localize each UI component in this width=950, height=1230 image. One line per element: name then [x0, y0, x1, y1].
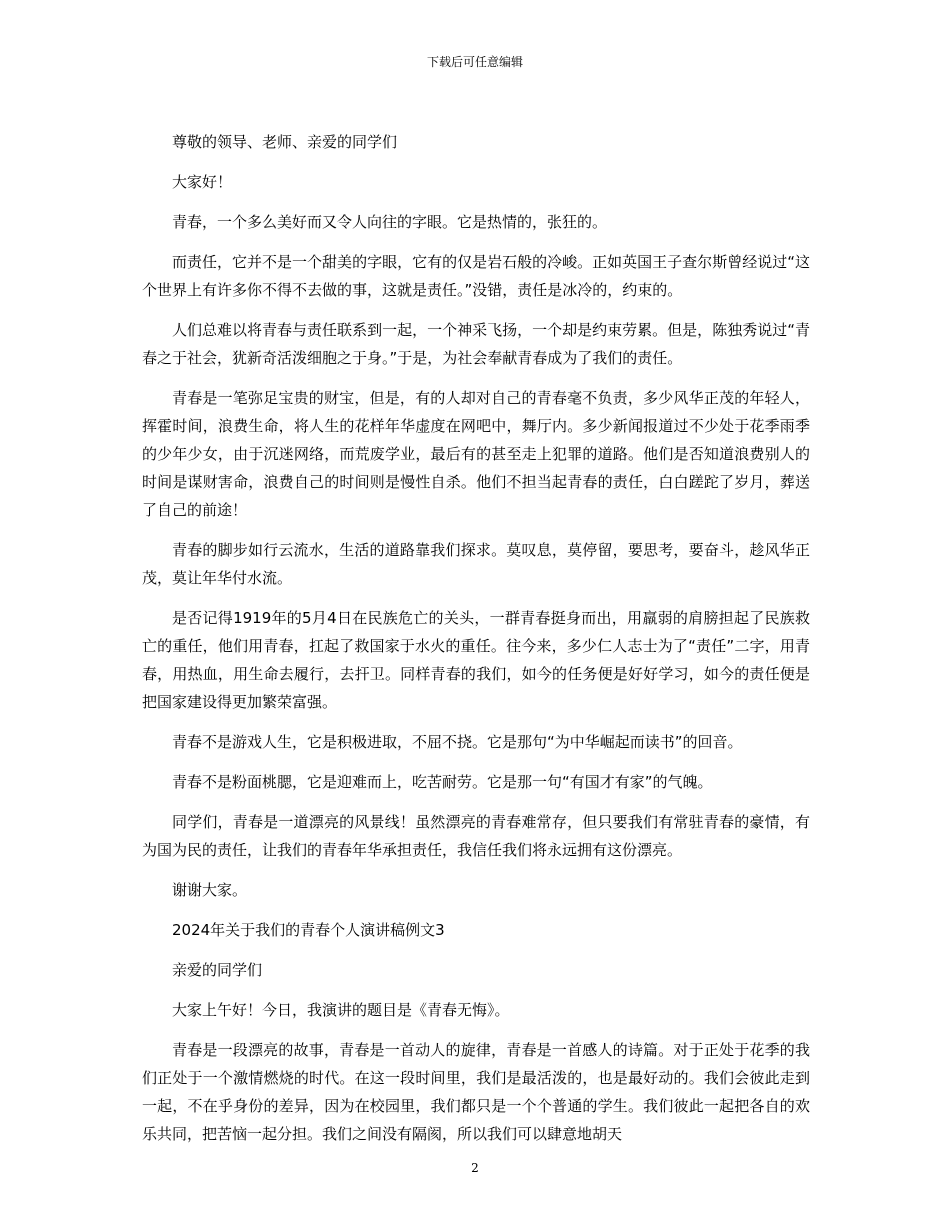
section-title: 2024年关于我们的青春个人演讲稿例文3 [172, 921, 445, 939]
document-body [142, 128, 810, 1160]
closing: 谢谢大家。 [172, 881, 248, 899]
paragraph: 是否记得1919年的5月4日在民族危亡的关头，一群青春挺身而出，用羸弱的肩膀担起了民族救亡的重任，他们用青春，扛起了救国家于水火的重任。往今来，多少仁人志士为了“责任”二字，用青春，用热血，用生命去履行，去扞卫。同样青春的我们，如今的任务便是好好学习，如今的责任便是把国家建设得更加繁荣富强。 [142, 609, 810, 711]
paragraph: 青春是一段漂亮的故事，青春是一首动人的旋律，青春是一首感人的诗篇。对于正处于花季的我们正处于一个激情燃烧的时代。在这一段时间里，我们是最活泼的，也是最好动的。我们会彼此走到一起，不在乎身份的差异，因为在校园里，我们都只是一个个普通的学生。我们彼此一起把各自的欢乐共同，把苦恼一起分担。我们之间没有隔阂，所以我们可以肆意地胡天 [142, 1041, 810, 1143]
salutation: 亲爱的同学们 [172, 961, 263, 979]
paragraph: 青春的脚步如行云流水，生活的道路靠我们探求。莫叹息，莫停留，要思考，要奋斗，趁风华正茂，莫让年华付水流。 [142, 541, 810, 587]
paragraph: 人们总难以将青春与责任联系到一起，一个神采飞扬，一个却是约束劳累。但是，陈独秀说过“青春之于社会，犹新奇活泼细胞之于身。”于是，为社会奉献青春成为了我们的责任。 [142, 321, 810, 367]
paragraph: 同学们，青春是一道漂亮的风景线！虽然漂亮的青春难常存，但只要我们有常驻青春的豪情，有为国为民的责任，让我们的青春年华承担责任，我信任我们将永远拥有这份漂亮。 [142, 813, 810, 859]
paragraph: 青春不是粉面桃腮，它是迎难而上，吃苦耐劳。它是那一句“有国才有家”的气魄。 [172, 773, 713, 791]
salutation: 尊敬的领导、老师、亲爱的同学们 [172, 133, 398, 151]
paragraph: 青春不是游戏人生，它是积极进取，不屈不挠。它是那句“为中华崛起而读书”的回音。 [172, 733, 743, 751]
paragraph: 而责任，它并不是一个甜美的字眼，它有的仅是岩石般的冷峻。正如英国王子查尔斯曾经说过“这个世界上有许多你不得不去做的事，这就是责任。”没错，责任是冰冷的，约束的。 [142, 253, 810, 299]
paragraph: 青春，一个多么美好而又令人向往的字眼。它是热情的，张狂的。 [172, 213, 608, 231]
page-header: 下载后可任意编辑 [426, 55, 523, 69]
page-number: 2 [471, 1161, 479, 1175]
paragraph: 青春是一笔弥足宝贵的财宝，但是，有的人却对自己的青春毫不负责，多少风华正茂的年轻人，挥霍时间，浪费生命，将人生的花样年华虚度在网吧中，舞厅内。多少新闻报道过不少处于花季雨季的少年少女，由于沉迷网络，而荒废学业，最后有的甚至走上犯罪的道路。他们是否知道浪费别人的时间是谋财害命，浪费自己的时间则是慢性自杀。他们不担当起青春的责任，白白蹉跎了岁月，葬送了自己的前途！ [142, 389, 810, 519]
greeting: 大家上午好！今日，我演讲的题目是《青春无悔》。 [172, 1001, 510, 1019]
greeting: 大家好！ [172, 173, 233, 191]
